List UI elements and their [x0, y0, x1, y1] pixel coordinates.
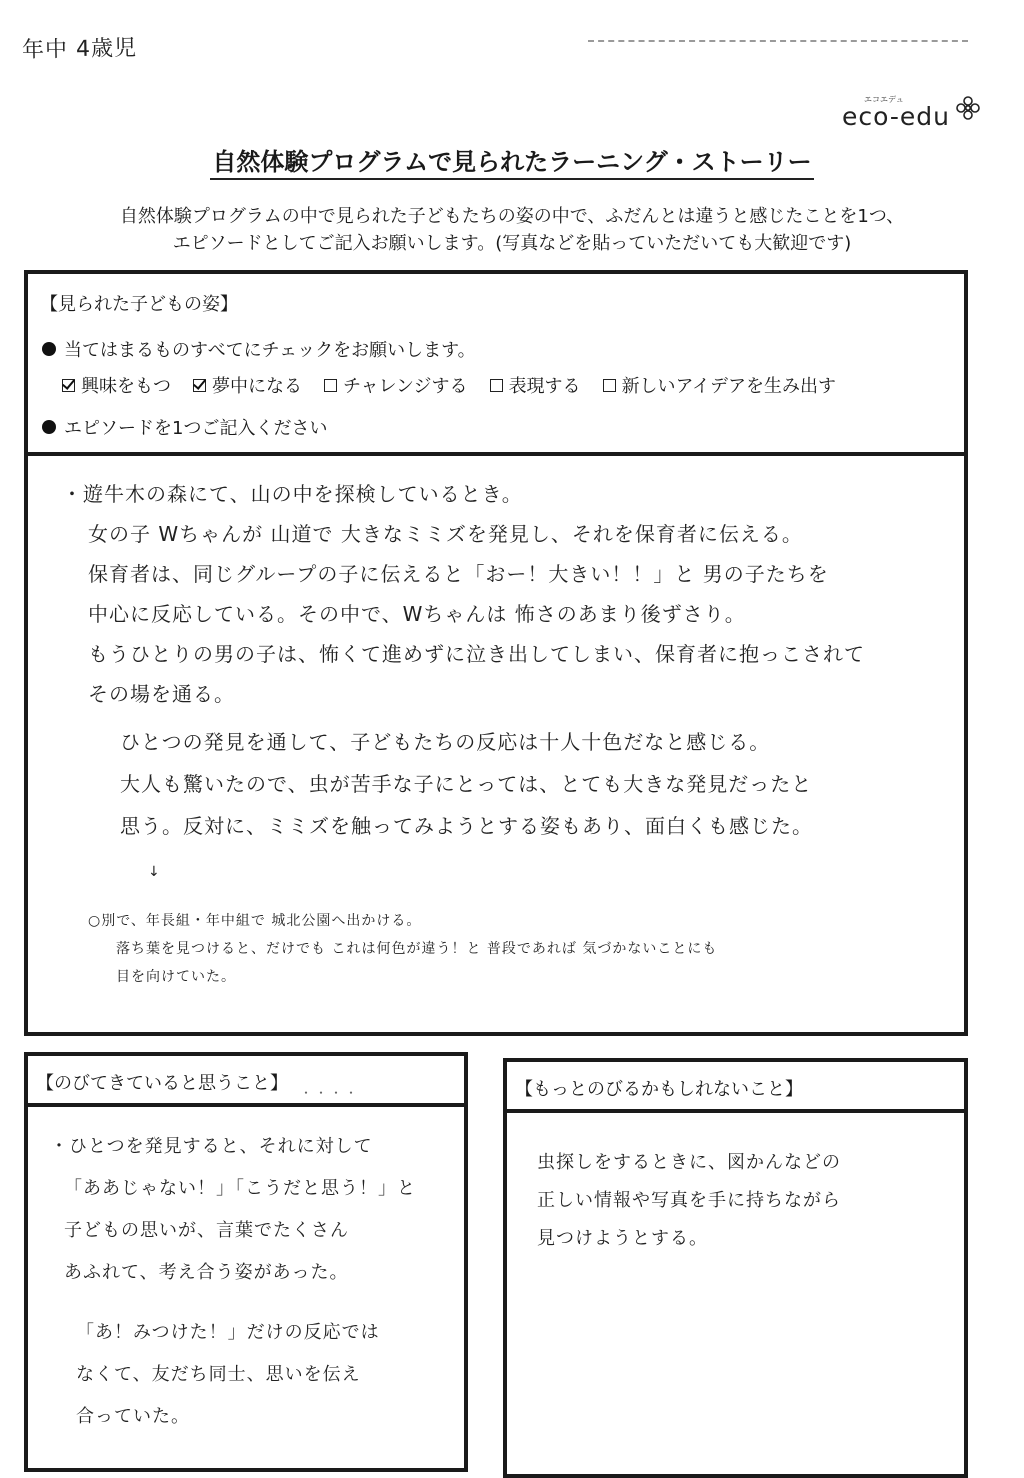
checklist-item-absorbed[interactable]	[193, 372, 302, 398]
checkbox-icon[interactable]	[603, 379, 616, 392]
checkbox-icon[interactable]	[490, 379, 503, 392]
growing-line: なくて、友だち同士、思いを伝え	[76, 1364, 361, 1385]
episode-arrow: ↓	[148, 864, 161, 880]
could-grow-line: 正しい情報や写真を手に持ちながら	[537, 1190, 841, 1211]
check-instruction-text: 当てはまるものすべてにチェックをお願いします。	[64, 340, 476, 361]
episode-line: 思う。反対に、ミミズを触ってみようとする姿もあり、面白くも感じた。	[120, 814, 813, 838]
dotted-line	[588, 40, 968, 42]
bullet-dot-icon	[42, 420, 56, 434]
checkbox-icon[interactable]	[324, 379, 337, 392]
episode-line: 女の子 Wちゃんが 山道で 大きなミミズを発見し、それを保育者に伝える。	[88, 522, 803, 546]
observed-child-box	[24, 270, 968, 1036]
checkbox-checked-icon[interactable]	[62, 379, 75, 392]
episode-line: 大人も驚いたので、虫が苦手な子にとっては、とても大きな発見だったと	[120, 772, 813, 796]
intro-line: 自然体験プログラムの中で見られた子どもたちの姿の中で、ふだんとは違うと感じたことを1つ、	[119, 206, 905, 227]
checklist-item-interest[interactable]	[62, 372, 171, 398]
episode-instruction-text: エピソードを1つご記入ください	[64, 418, 328, 439]
could-grow-line: 見つけようとする。	[537, 1228, 708, 1249]
observed-child-header	[28, 274, 964, 456]
could-grow-box	[503, 1058, 968, 1478]
intro-line: エピソードとしてご記入お願いします。(写真などを貼っていただいても大歓迎です)	[172, 233, 852, 254]
growing-line: ・ひとつを発見すると、それに対して	[50, 1136, 373, 1157]
section-label-observed-child: 【見られた子どもの姿】	[40, 294, 238, 315]
checklist-label: チャレンジする	[343, 376, 468, 397]
growing-line: 子どもの思いが、言葉でたくさん	[64, 1220, 349, 1241]
could-grow-header	[507, 1062, 964, 1113]
bullet-dot-icon	[42, 342, 56, 356]
checklist-label: 夢中になる	[212, 376, 302, 397]
growing-line: あふれて、考え合う姿があった。	[64, 1262, 349, 1283]
could-grow-line: 虫探しをするときに、図かんなどの	[537, 1152, 841, 1173]
flower-icon	[954, 94, 982, 122]
growing-line: 「ああじゃない！」「こうだと思う！」と	[64, 1178, 416, 1199]
note-line: 目を向けていた。	[116, 969, 236, 985]
episode-line: ひとつの発見を通して、子どもたちの反応は十人十色だなと感じる。	[120, 730, 771, 754]
corner-handwritten-note: 年中 4歳児	[21, 35, 138, 64]
episode-line: 保育者は、同じグループの子に伝えると「おー！大きい！！」と 男の子たちを	[88, 562, 829, 586]
eco-edu-logo	[842, 94, 982, 138]
note-line: ○別で、年長組・年中組で 城北公園へ出かける。	[88, 913, 422, 929]
episode-line: 中心に反応している。その中で、Wちゃんは 怖さのあまり後ずさり。	[88, 602, 746, 626]
logo-text: eco-edu	[842, 102, 951, 131]
checklist-item-express[interactable]	[490, 372, 581, 398]
episode-line: ・遊牛木の森にて、山の中を探検しているとき。	[62, 482, 523, 506]
growing-line: 合っていた。	[76, 1406, 190, 1427]
episode-line: もうひとりの男の子は、怖くて進めずに泣き出してしまい、保育者に抱っこされて	[88, 642, 865, 666]
checklist-label: 表現する	[508, 376, 581, 397]
checklist-item-new-idea[interactable]	[603, 372, 836, 398]
checklist	[62, 372, 858, 398]
growing-line: 「あ！みつけた！」だけの反応では	[76, 1322, 380, 1343]
growing-header	[28, 1056, 464, 1107]
checklist-label: 興味をもつ	[81, 376, 171, 397]
document-title	[0, 142, 1024, 177]
growing-header-text: 【のびてきていると思うこと】	[36, 1073, 288, 1094]
check-instruction	[42, 336, 476, 362]
could-grow-header-text: 【もっとのびるかもしれないこと】	[515, 1079, 803, 1100]
checklist-item-challenge[interactable]	[324, 372, 468, 398]
logo-small-text: エコエデュ	[864, 95, 904, 104]
episode-instruction	[42, 414, 327, 440]
checklist-label: 新しいアイデアを生み出す	[621, 376, 836, 397]
checkbox-checked-icon[interactable]	[193, 379, 206, 392]
note-line: 落ち葉を見つけると、だけでも これは何色が違う！と 普段であれば 気づかないことにも	[116, 941, 718, 957]
episode-line: その場を通る。	[88, 682, 235, 706]
header-dots: ・・・・	[300, 1086, 361, 1100]
intro-text	[0, 203, 1024, 257]
document-title-text: 自然体験プログラムで見られたラーニング・ストーリー	[210, 148, 813, 180]
growing-box	[24, 1052, 468, 1472]
